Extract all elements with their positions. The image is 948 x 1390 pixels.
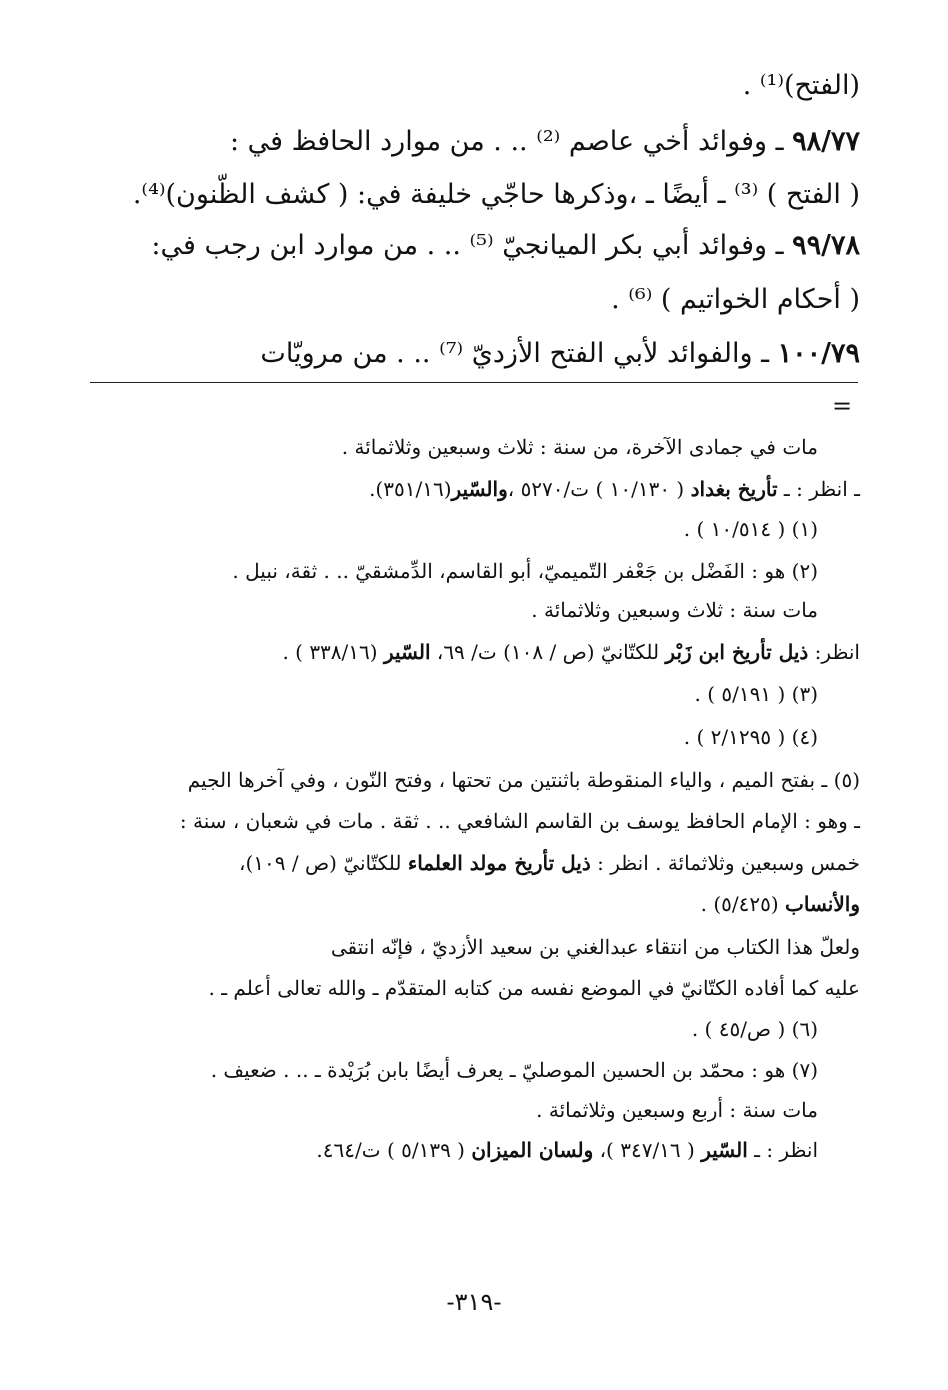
footnote-line: [80, 847, 860, 879]
entry-number: ٩٨/٧٧: [792, 126, 860, 157]
footnote-line: [88, 1054, 818, 1086]
footnote-text: عليه كما أفاده الكتّانيّ في الموضع نفسه من كتابه المتقدّم ـ والله تعالى أعلم ـ .: [208, 976, 860, 1000]
continuation-mark: =: [832, 392, 853, 420]
footnote-text: للكتّانيّ (ص / ١٠٩)،: [239, 851, 408, 875]
footnote-text: (٧) هو : محمّد بن الحسين الموصليّ ـ يعرف أيضًا بابن بُرَيْدة ـ .. . ضعيف .: [210, 1058, 818, 1082]
footnote-text: ( ٣٤٧/١٦ )،: [593, 1138, 702, 1162]
footnote-line: [88, 721, 818, 753]
main-text: ـ والفوائد لأبي الفتح الأزديّ ⁽⁷⁾ .. . من مرويّات: [260, 338, 778, 369]
main-text-line: [80, 280, 860, 320]
source-title: ولسان الميزان: [471, 1138, 594, 1162]
main-text-line: [80, 334, 860, 374]
footnote-line: [88, 594, 818, 626]
footnote-text: (٣٣٨/١٦ ) .: [282, 640, 384, 664]
footnote-line: [88, 1094, 818, 1126]
footnote-text: (٢) هو : الفَضْل بن جَعْفر التّميميّ، أبو القاسم، الدِّمشقيّ .. . ثقة، نبيل .: [232, 559, 818, 583]
footnote-line: [88, 1134, 818, 1166]
footnote-line: [80, 764, 860, 796]
entry-number: ١٠٠/٧٩: [777, 338, 860, 369]
footnote-line: [88, 678, 818, 710]
entry-number: ٩٩/٧٨: [792, 230, 860, 261]
footnote-text: خمس وسبعين وثلاثمائة . انظر :: [590, 851, 860, 875]
source-title: والأنساب: [785, 892, 860, 916]
footnote-text: (٥) ـ بفتح الميم ، والياء المنقوطة باثنتين من تحتها ، وفتح النّون ، وفي آخرها الجيم: [187, 768, 860, 792]
footnote-text: (٦) ( ص/٤٥ ) .: [691, 1017, 818, 1041]
main-text-line: [80, 175, 860, 215]
footnote-text: ( ٥/١٣٩ ) ت/٤٦٤.: [316, 1138, 472, 1162]
source-title: السّير: [383, 640, 431, 664]
footnote-line: [88, 555, 818, 587]
main-text-line: [80, 226, 860, 266]
footnote-text: ـ انظر : ـ: [777, 477, 860, 501]
footnote-line: [80, 931, 860, 963]
footnote-text: للكتّانيّ (ص / ١٠٨) ت/ ٦٩،: [430, 640, 666, 664]
footnote-text: (٣٥١/١٦).: [369, 477, 452, 501]
footnote-line: [88, 1013, 818, 1045]
footnote-text: انظر : ـ: [747, 1138, 818, 1162]
footnote-text: مات سنة : ثلاث وسبعين وثلاثمائة .: [531, 598, 818, 622]
source-title: والسّير: [451, 477, 508, 501]
source-title: تأريخ بغداد: [690, 477, 778, 501]
main-text-line: [80, 122, 860, 162]
footnote-text: ولعلّ هذا الكتاب من انتقاء عبدالغني بن سعيد الأزديّ ، فإنّه انتقى: [330, 935, 860, 959]
footnote-divider: [90, 382, 858, 383]
source-title: السّير: [701, 1138, 748, 1162]
main-text: ـ وفوائد أبي بكر الميانجيّ ⁽⁵⁾ .. . من موارد ابن رجب في:: [151, 230, 793, 261]
source-title: ذيل تأريخ ابن زَبْر: [665, 640, 809, 664]
main-text: (الفتح)⁽¹⁾ .: [742, 70, 860, 101]
main-text: ( الفتح ) ⁽³⁾ ـ أيضًا ـ ،وذكرها حاجّي خليفة في: ( كشف الظّنون)⁽⁴⁾.: [132, 179, 860, 210]
main-text: ( أحكام الخواتيم ) ⁽⁶⁾ .: [611, 284, 860, 315]
main-text: ـ وفوائد أخي عاصم ⁽²⁾ .. . من موارد الحافظ في :: [229, 126, 793, 157]
footnote-text: (٣) ( ٥/١٩١ ) .: [694, 682, 818, 706]
footnote-line: [80, 805, 860, 837]
source-title: ذيل تأريخ مولد العلماء: [407, 851, 591, 875]
footnote-line: [80, 473, 860, 505]
footnote-text: ( ١٠/١٣٠ ) ت/٥٢٧٠ ،: [507, 477, 691, 501]
footnote-text: (٤) ( ٢/١٢٩٥ ) .: [683, 725, 818, 749]
footnote-line: [88, 431, 818, 463]
footnote-line: [80, 636, 860, 668]
footnote-text: انظر:: [808, 640, 860, 664]
footnote-line: [80, 972, 860, 1004]
footnote-text: مات سنة : أربع وسبعين وثلاثمائة .: [536, 1098, 818, 1122]
footnote-text: (١) ( ١٠/٥١٤ ) .: [683, 517, 818, 541]
main-text-line: [80, 66, 860, 106]
footnote-text: مات في جمادى الآخرة، من سنة : ثلاث وسبعين وثلاثمائة .: [341, 435, 818, 459]
page-number: -٣١٩-: [446, 1288, 502, 1316]
footnote-line: [88, 513, 818, 545]
footnote-text: ـ وهو : الإمام الحافظ يوسف بن القاسم الشافعي .. . ثقة . مات في شعبان ، سنة :: [179, 809, 860, 833]
footnote-line: [80, 888, 860, 920]
footnote-text: (٥/٤٢٥) .: [700, 892, 786, 916]
